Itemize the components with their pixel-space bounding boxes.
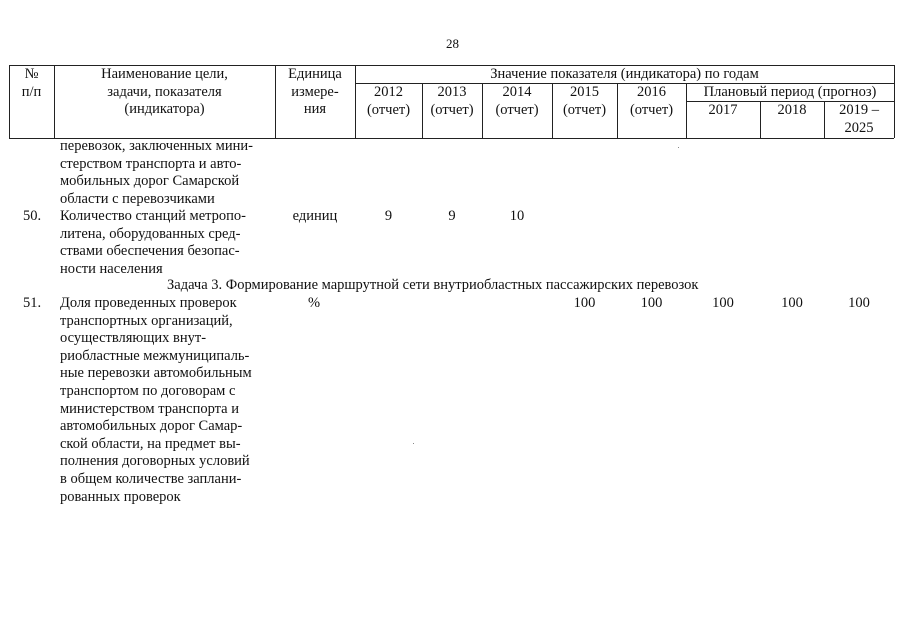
text-line: рованных проверок: [60, 488, 181, 505]
text-line: министерством транспорта и: [60, 400, 240, 417]
text-line: в общем количестве заплани-: [60, 470, 242, 487]
row-number: 51.: [23, 295, 42, 311]
year-label: 2014: [502, 84, 532, 100]
page-number: 28: [446, 36, 459, 51]
header-plan-2018: 2018: [777, 102, 807, 118]
header-year-2014: [482, 84, 552, 119]
header-name-line: задачи, показателя: [107, 83, 222, 100]
header-unit: [275, 66, 355, 119]
year-label: 2013: [437, 84, 467, 100]
text-line: мобильных дорог Самарской: [60, 173, 240, 190]
row-value-2019-2025: 100: [848, 295, 870, 311]
header-year-2015: [552, 84, 617, 119]
row-value-2013: 9: [448, 208, 456, 224]
header-num: [9, 66, 54, 101]
row-value-2017: 100: [712, 295, 734, 311]
row-value-2014: 10: [509, 208, 525, 224]
text-line: Доля проведенных проверок: [60, 295, 237, 311]
text-line: стерством транспорта и авто-: [60, 155, 242, 172]
header-plan-2019-2025: [824, 102, 894, 137]
text-line: литена, оборудованных сред-: [60, 225, 241, 242]
year-note: (отчет): [562, 101, 607, 118]
plan-year-line: 2019 –: [839, 102, 879, 118]
header-plan-title: Плановый период (прогноз): [703, 84, 877, 100]
scan-speck: [413, 443, 414, 444]
scan-speck: [678, 147, 679, 148]
continuation-text: [60, 138, 253, 208]
text-line: автомобильных дорог Самар-: [60, 418, 243, 435]
header-year-2013: [422, 84, 482, 119]
row-unit: %: [308, 295, 321, 311]
header-unit-line: измере-: [291, 83, 339, 100]
year-label: 2012: [374, 84, 403, 100]
row-unit: единиц: [292, 208, 338, 224]
text-line: ствами обеспечения безопас-: [60, 243, 240, 260]
header-values-title: Значение показателя (индикатора) по годам: [490, 66, 759, 82]
header-unit-line: Единица: [288, 66, 342, 82]
row-value-2012: 9: [384, 208, 393, 224]
text-line: ности населения: [60, 260, 163, 277]
text-line: транспортом по договорам с: [60, 382, 236, 399]
text-line: ные перевозки автомобильным: [60, 365, 252, 382]
year-note: (отчет): [495, 101, 539, 118]
header-name: [54, 66, 275, 119]
year-note: (отчет): [629, 101, 674, 118]
row-value-2015: 100: [573, 295, 596, 311]
text-line: области с перевозчиками: [60, 190, 215, 207]
row-value-2018: 100: [781, 295, 803, 311]
header-num-line: №: [24, 66, 39, 82]
header-name-line: Наименование цели,: [101, 66, 228, 82]
header-name-line: (индикатора): [124, 101, 205, 118]
header-plan-2017: 2017: [708, 102, 738, 118]
text-line: полнения договорных условий: [60, 453, 250, 470]
text-line: транспортных организаций,: [60, 312, 233, 329]
year-label: 2015: [570, 84, 599, 100]
text-line: Количество станций метропо-: [60, 208, 247, 224]
text-line: риобластные межмуниципаль-: [60, 347, 250, 364]
text-line: осуществляющих внут-: [60, 330, 207, 347]
year-label: 2016: [637, 84, 666, 100]
row-number: 50.: [23, 208, 42, 224]
year-note: (отчет): [366, 101, 411, 118]
row-name: [60, 295, 252, 506]
header-year-2016: [617, 84, 686, 119]
row-name: [60, 208, 246, 278]
text-line: перевозок, заключенных мини-: [60, 138, 253, 154]
header-unit-line: ния: [303, 101, 327, 118]
plan-year-line: 2025: [844, 119, 874, 136]
text-line: ской области, на предмет вы-: [60, 435, 241, 452]
year-note: (отчет): [430, 101, 474, 118]
row-value-2016: 100: [640, 295, 663, 311]
header-num-line: п/п: [21, 83, 42, 100]
task-heading: Задача 3. Формирование маршрутной сети внутриобластных пассажирских перевозок: [167, 277, 699, 293]
header-year-2012: [355, 84, 422, 119]
